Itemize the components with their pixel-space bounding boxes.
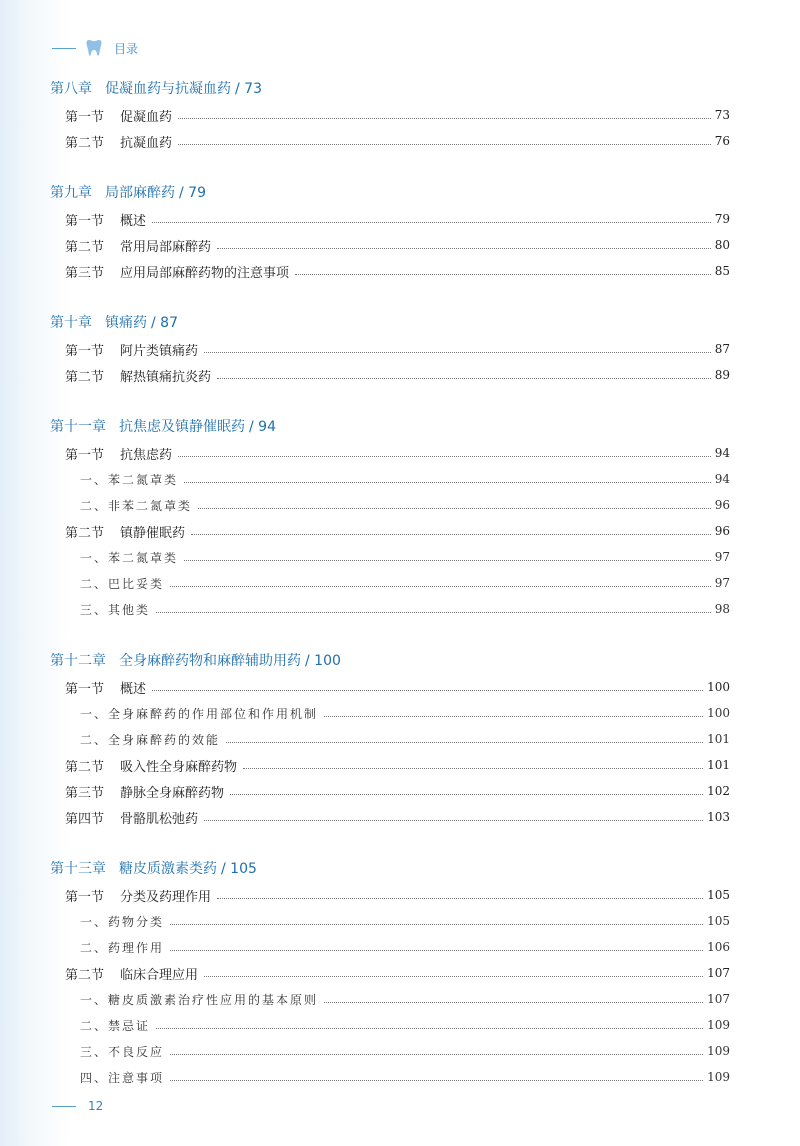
- entry-page: 94: [714, 472, 730, 486]
- header-rule: [52, 48, 76, 49]
- entry-number: 第二节: [65, 759, 105, 775]
- entry-title: 解热镇痛抗炎药: [120, 369, 212, 385]
- dot-leader: [156, 611, 711, 613]
- running-header: [52, 38, 138, 58]
- chapter-heading[interactable]: [50, 414, 730, 440]
- entry-number: 第四节: [65, 811, 105, 827]
- chapter-spacer: [50, 622, 730, 648]
- entry-title: 药理作用: [108, 940, 165, 955]
- chapter-number: 第十二章: [50, 653, 106, 669]
- section-entry[interactable]: [50, 674, 730, 700]
- dot-leader: [152, 221, 711, 223]
- entry-title: 不良反应: [108, 1044, 165, 1059]
- entry-title: 药物分类: [108, 914, 165, 929]
- dot-leader: [226, 741, 703, 743]
- dot-leader: [170, 585, 711, 587]
- dot-leader: [178, 117, 711, 119]
- entry-number: 第二节: [65, 369, 105, 385]
- chapter-heading[interactable]: [50, 856, 730, 882]
- section-entry[interactable]: [50, 778, 730, 804]
- subsection-entry[interactable]: [50, 1012, 730, 1038]
- section-entry[interactable]: [50, 804, 730, 830]
- entry-number: 第二节: [65, 135, 105, 151]
- chapter-number: 第八章: [50, 81, 92, 97]
- dot-leader: [184, 481, 711, 483]
- entry-page: 100: [707, 706, 730, 720]
- chapter-spacer: [50, 830, 730, 856]
- entry-title: 禁忌证: [108, 1018, 151, 1033]
- subsection-entry[interactable]: [50, 934, 730, 960]
- entry-number: 一、: [80, 992, 109, 1007]
- entry-title: 静脉全身麻醉药物: [120, 785, 225, 801]
- chapter-title: 促凝血药与抗凝血药: [105, 81, 231, 97]
- entry-page: 101: [707, 732, 730, 746]
- dot-leader: [217, 247, 711, 249]
- entry-title: 吸入性全身麻醉药物: [120, 759, 238, 775]
- entry-title: 分类及药理作用: [120, 889, 212, 905]
- chapter-number: 第九章: [50, 185, 92, 201]
- subsection-entry[interactable]: [50, 492, 730, 518]
- entry-title: 巴比妥类: [108, 576, 165, 591]
- section-entry[interactable]: [50, 102, 730, 128]
- chapter-spacer: [50, 154, 730, 180]
- table-of-contents: [50, 76, 730, 1090]
- dot-leader: [170, 949, 703, 951]
- entry-number: 一、: [80, 706, 109, 721]
- dot-leader: [184, 559, 711, 561]
- entry-title: 糖皮质激素治疗性应用的基本原则: [108, 992, 319, 1007]
- entry-title: 注意事项: [108, 1070, 165, 1085]
- entry-title: 镇静催眠药: [120, 525, 186, 541]
- dot-leader: [295, 273, 711, 275]
- entry-page: 106: [707, 940, 730, 954]
- entry-page: 85: [714, 264, 730, 278]
- entry-number: 第一节: [65, 109, 105, 125]
- subsection-entry[interactable]: [50, 570, 730, 596]
- dot-leader: [204, 819, 703, 821]
- subsection-entry[interactable]: [50, 726, 730, 752]
- entry-page: 102: [707, 784, 730, 798]
- subsection-entry[interactable]: [50, 544, 730, 570]
- dot-leader: [170, 1053, 703, 1055]
- entry-page: 105: [707, 888, 730, 902]
- entry-page: 109: [707, 1018, 730, 1032]
- dot-leader: [204, 975, 703, 977]
- chapter-heading[interactable]: [50, 310, 730, 336]
- entry-page: 97: [714, 576, 730, 590]
- running-footer: [52, 1096, 103, 1116]
- dot-leader: [191, 533, 711, 535]
- entry-number: 第二节: [65, 239, 105, 255]
- entry-title: 其他类: [108, 602, 151, 617]
- entry-number: 三、: [80, 602, 109, 617]
- section-entry[interactable]: [50, 336, 730, 362]
- entry-number: 第一节: [65, 681, 105, 697]
- entry-title: 苯二氮䓬类: [108, 550, 179, 565]
- entry-title: 概述: [120, 681, 147, 697]
- subsection-entry[interactable]: [50, 986, 730, 1012]
- chapter-heading[interactable]: [50, 648, 730, 674]
- dot-leader: [178, 455, 711, 457]
- dot-leader: [156, 1027, 703, 1029]
- section-entry[interactable]: [50, 258, 730, 284]
- entry-title: 全身麻醉药的作用部位和作用机制: [108, 706, 319, 721]
- section-entry[interactable]: [50, 882, 730, 908]
- entry-page: 105: [707, 914, 730, 928]
- dot-leader: [324, 1001, 703, 1003]
- entry-number: 第一节: [65, 343, 105, 359]
- dot-leader: [178, 143, 711, 145]
- entry-page: 76: [714, 134, 730, 148]
- entry-number: 第一节: [65, 889, 105, 905]
- chapter-page: / 73: [235, 81, 262, 97]
- entry-page: 98: [714, 602, 730, 616]
- subsection-entry[interactable]: [50, 596, 730, 622]
- entry-title: 苯二氮䓬类: [108, 472, 179, 487]
- section-entry[interactable]: [50, 206, 730, 232]
- subsection-entry[interactable]: [50, 1064, 730, 1090]
- entry-number: 第一节: [65, 213, 105, 229]
- entry-title: 抗凝血药: [120, 135, 173, 151]
- entry-page: 107: [707, 992, 730, 1006]
- dot-leader: [324, 715, 703, 717]
- chapter-number: 第十一章: [50, 419, 106, 435]
- entry-title: 促凝血药: [120, 109, 173, 125]
- section-entry[interactable]: [50, 232, 730, 258]
- chapter-page: / 79: [179, 185, 206, 201]
- subsection-entry[interactable]: [50, 466, 730, 492]
- entry-number: 一、: [80, 550, 109, 565]
- section-entry[interactable]: [50, 960, 730, 986]
- subsection-entry[interactable]: [50, 700, 730, 726]
- entry-title: 概述: [120, 213, 147, 229]
- section-entry[interactable]: [50, 128, 730, 154]
- entry-page: 103: [707, 810, 730, 824]
- dot-leader: [170, 1079, 703, 1081]
- chapter-number: 第十三章: [50, 861, 106, 877]
- entry-number: 第二节: [65, 525, 105, 541]
- entry-page: 96: [714, 498, 730, 512]
- section-entry[interactable]: [50, 440, 730, 466]
- chapter-page: / 100: [305, 653, 341, 669]
- chapter-title: 局部麻醉药: [105, 185, 175, 201]
- entry-number: 第三节: [65, 785, 105, 801]
- entry-page: 94: [714, 446, 730, 460]
- entry-page: 109: [707, 1044, 730, 1058]
- entry-title: 抗焦虑药: [120, 447, 173, 463]
- entry-title: 全身麻醉药的效能: [108, 732, 221, 747]
- dot-leader: [198, 507, 711, 509]
- entry-title: 阿片类镇痛药: [120, 343, 199, 359]
- chapter-page: / 105: [221, 861, 257, 877]
- entry-page: 109: [707, 1070, 730, 1084]
- entry-title: 常用局部麻醉药: [120, 239, 212, 255]
- chapter-spacer: [50, 284, 730, 310]
- entry-page: 87: [714, 342, 730, 356]
- chapter-title: 糖皮质激素类药: [119, 861, 217, 877]
- chapter-title: 全身麻醉药物和麻醉辅助用药: [119, 653, 301, 669]
- subsection-entry[interactable]: [50, 908, 730, 934]
- chapter-heading[interactable]: [50, 76, 730, 102]
- dot-leader: [243, 767, 703, 769]
- section-entry[interactable]: [50, 752, 730, 778]
- entry-number: 二、: [80, 940, 109, 955]
- entry-title: 骨骼肌松弛药: [120, 811, 199, 827]
- entry-page: 100: [707, 680, 730, 694]
- entry-number: 第三节: [65, 265, 105, 281]
- entry-page: 89: [714, 368, 730, 382]
- page-number: 12: [88, 1099, 104, 1113]
- chapter-page: / 94: [249, 419, 276, 435]
- entry-number: 二、: [80, 1018, 109, 1033]
- entry-number: 二、: [80, 576, 109, 591]
- entry-page: 73: [714, 108, 730, 122]
- chapter-spacer: [50, 388, 730, 414]
- footer-rule: [52, 1106, 76, 1107]
- entry-title: 临床合理应用: [120, 967, 199, 983]
- entry-number: 第二节: [65, 967, 105, 983]
- entry-page: 97: [714, 550, 730, 564]
- chapter-page: / 87: [151, 315, 178, 331]
- section-entry[interactable]: [50, 518, 730, 544]
- entry-number: 四、: [80, 1070, 109, 1085]
- chapter-number: 第十章: [50, 315, 92, 331]
- section-entry[interactable]: [50, 362, 730, 388]
- dot-leader: [217, 897, 703, 899]
- entry-page: 107: [707, 966, 730, 980]
- chapter-title: 镇痛药: [105, 315, 147, 331]
- subsection-entry[interactable]: [50, 1038, 730, 1064]
- entry-page: 101: [707, 758, 730, 772]
- chapter-heading[interactable]: [50, 180, 730, 206]
- entry-title: 应用局部麻醉药物的注意事项: [120, 265, 290, 281]
- chapter-title: 抗焦虑及镇静催眠药: [119, 419, 245, 435]
- dot-leader: [204, 351, 711, 353]
- entry-number: 二、: [80, 498, 109, 513]
- dot-leader: [230, 793, 703, 795]
- entry-number: 第一节: [65, 447, 105, 463]
- entry-page: 80: [714, 238, 730, 252]
- entry-title: 非苯二氮䓬类: [108, 498, 193, 513]
- dot-leader: [170, 923, 703, 925]
- entry-number: 一、: [80, 472, 109, 487]
- entry-page: 96: [714, 524, 730, 538]
- dot-leader: [152, 689, 703, 691]
- entry-number: 一、: [80, 914, 109, 929]
- entry-page: 79: [714, 212, 730, 226]
- tooth-icon: [86, 39, 102, 57]
- dot-leader: [217, 377, 711, 379]
- entry-number: 三、: [80, 1044, 109, 1059]
- header-title: 目录: [114, 41, 139, 56]
- entry-number: 二、: [80, 732, 109, 747]
